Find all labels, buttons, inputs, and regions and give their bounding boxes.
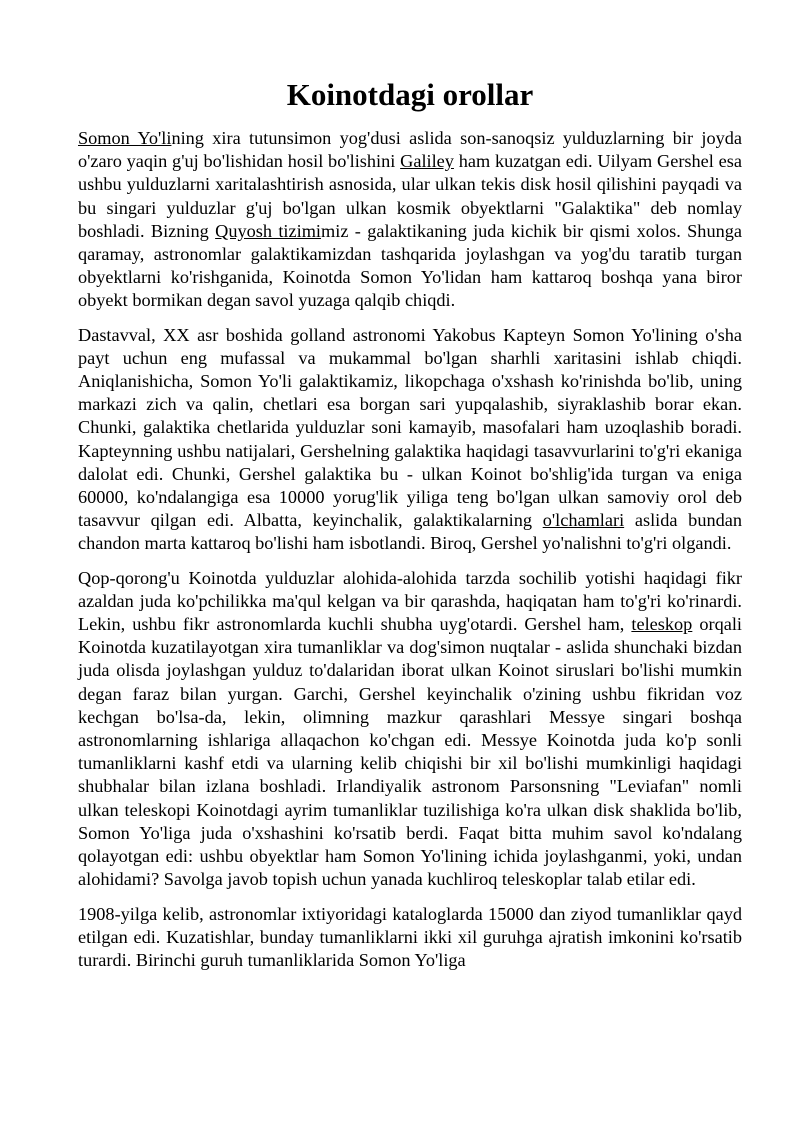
link-galiley[interactable]: Galiley [400,151,454,172]
paragraph-3-text: Qop-qorong'u Koinotda yulduzlar alohida-alohida tarzda sochilib yotishi haqidagi fikr azaldan juda ko'pchilikka ma'qul kelgan va bir qarashda, haqiqatan ham to'g'ri ko'rinardi. Lekin, ushbu fikr astronomlarda kuchli shubha uyg'otardi. Gershel ham, [78,567,742,635]
document-page [78,72,742,983]
link-quyosh-tizimi[interactable]: Quyosh tizimi [215,220,322,241]
paragraph-3 [78,567,742,892]
paragraph-1-text: ham kuzatgan edi. Uilyam Gershel esa ushbu yulduzlarni xaritalashtirish asnosida, ular ulkan tekis disk hosil qilishini payqadi va bu singari yulduzlar g'uj bo'lgan ulkan kosmik obyektlarni "Galaktika" deb nomlay boshladi. Bizning [78,151,742,241]
paragraph-2-text: Dastavval, XX asr boshida golland astronomi Yakobus Kapteyn Somon Yo'lining o'sha payt uchun eng mufassal va mukammal bo'lgan sharhli xaritasini ishlab chiqdi. Aniqlanishicha, Somon Yo'li galaktikamiz, likopchaga o'xshash ko'rinishda bo'lib, uning markazi zich va qalin, chetlari esa borgan sari yupqalashib, siyraklashib borar ekan. Chunki, galaktika chetlarida yulduzlar soni kamayib, masofalari ham uzoqlashib boradi. Kapteynning ushbu natijalari, Gershelning galaktika haqidagi tasavvurlarini to'g'ri ekaniga dalolat edi. Chunki, Gershel galaktika bu - ulkan Koinot bo'shlig'ida turgan va eniga 60000, ko'ndalangiga esa 10000 yorug'lik yiliga teng bo'lgan ulkan samoviy orol deb tasavvur qilgan edi. Albatta, keyinchalik, galaktikalarning [78,324,742,531]
page-title: Koinotdagi orollar [286,77,534,112]
paragraph-1 [78,127,742,313]
paragraph-2-text: aslida bundan chandon marta kattaroq bo'lishi ham isbotlandi. Biroq, Gershel yo'nalishni to'g'ri olgandi. [78,510,742,554]
link-teleskop[interactable]: teleskop [631,614,693,635]
paragraph-4 [78,903,742,973]
paragraph-1-text: miz - galaktikaning juda kichik bir qismi xolos. Shunga qaramay, astronomlar galaktikamizdan tashqarida joylashgan va yog'du taratib turgan obyektlarni ko'rishganida, Koinotda Somon Yo'lidan ham kattaroq boshqa yana biror obyekt bormikan degan savol yuzaga qalqib chiqdi. [78,220,742,311]
paragraph-3-text: orqali Koinotda kuzatilayotgan xira tumanliklar va dog'simon nuqtalar - aslida shunchaki bizdan juda olisda joylashgan yulduz to'dalaridan iborat ulkan Koinot siruslari bo'lishi mumkin degan faraz bilan yurgan. Garchi, Gershel keyinchalik o'zining ushbu fikridan voz kechgan bo'lsa-da, lekin, olimning mazkur qarashlari Messye singari boshqa astronomlarning ishlariga allaqachon ko'chgan edi. Messye Koinotda juda ko'p sonli tumanliklarni kashf etdi va ularning kelib chiqishi bir xil bo'lishi mumkinligi haqidagi shubhalar bilan izlana boshladi. Irlandiyalik astronom Parsonsning "Leviafan" nomli ulkan teleskopi Koinotdagi ayrim tumanliklar tuzilishiga ko'ra ulkan disk shaklida bo'lib, Somon Yo'liga juda o'xshashini ko'rsatib berdi. Faqat bitta muhim savol ko'ndalang qolayotgan edi: ushbu obyektlar ham Somon Yo'lining ichida joylashganmi, yoki, undan alohidami? Savolga javob topish uchun yanada kuchliroq teleskoplar talab etilar edi. [78,614,742,890]
link-somon-yoli[interactable]: Somon Yo'li [78,128,172,148]
paragraph-4-text: 1908-yilga kelib, astronomlar ixtiyoridagi kataloglarda 15000 dan ziyod tumanliklar qayd etilgan edi. Kuzatishlar, bunday tumanliklarni ikki xil guruhga ajratish imkonini ko'rsatib turardi. Birinchi guruh tumanliklarida Somon Yo'liga [78,903,742,970]
paragraph-1-text: ning xira tutunsimon yog'dusi aslida son-sanoqsiz yulduzlarning bir joyda o'zaro yaqin g'uj bo'lishidan hosil bo'lishini [78,128,742,172]
link-olchamlari[interactable]: o'lchamlari [542,510,625,531]
paragraph-2 [78,324,742,556]
